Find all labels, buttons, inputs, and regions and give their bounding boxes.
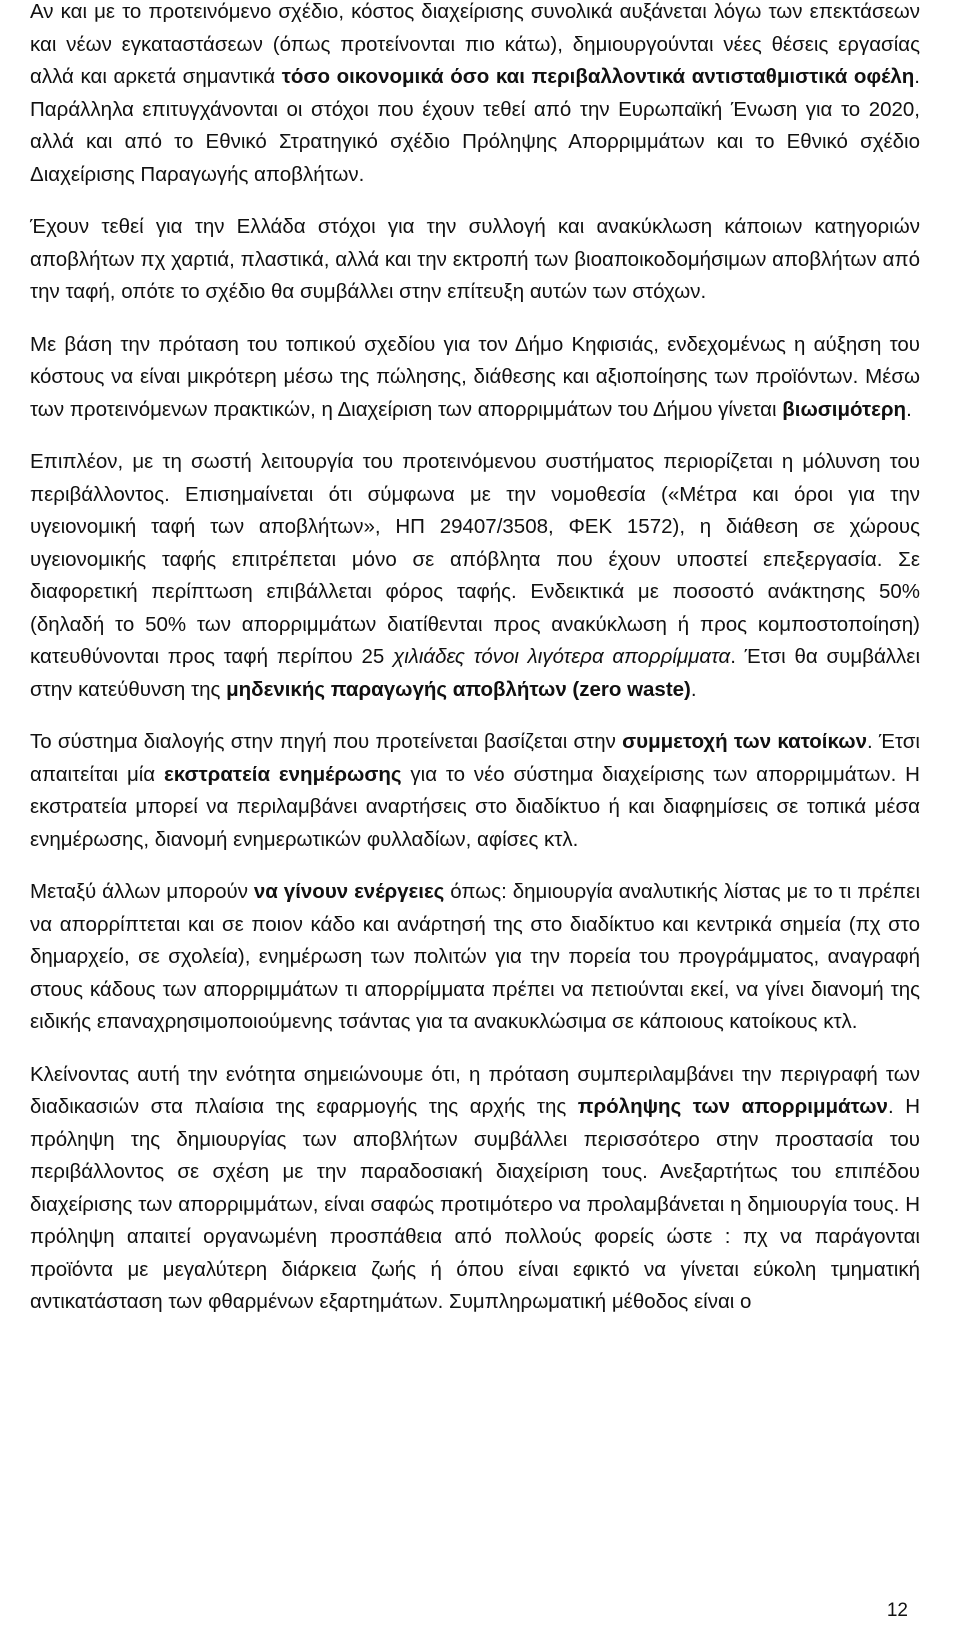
paragraph <box>30 1059 920 1319</box>
text-segment: . Έτσι απαιτείται μία <box>30 730 920 786</box>
text-segment: . Η πρόληψη της δημιουργίας των αποβλήτων συμβάλλει περισσότερο στην προστασία του περιβάλλοντος σε σχέση με την παραδοσιακή διαχείριση τους. Ανεξαρτήτως του επιπέδου διαχείρισης των απορριμμάτων, είναι σαφώς προτιμότερο να προλαμβάνεται η δημιουργία τους. Η πρόληψη απαιτεί οργανωμένη προσπάθεια από πολλούς φορείς ώστε : πχ να παράγονται προϊόντα με μεγαλύτερη διάρκεια ζωής ή όπου είναι εφικτό να γίνεται εύκολη τμηματική αντικατάσταση των φθαρμένων εξαρτημάτων. Συμπληρωματική μέθοδος είναι ο <box>30 1095 920 1313</box>
text-segment: Επιπλέον, με τη σωστή λειτουργία του προτεινόμενου συστήματος περιορίζεται η μόλυνση του περιβάλλοντος. Επισημαίνεται ότι σύμφωνα με την νομοθεσία («Μέτρα και όροι για την υγειονομική ταφή των αποβλήτων», ΗΠ 29407/3508, ΦΕΚ 1572), η διάθεση σε χώρους υγειονομικής ταφής επιτρέπεται μόνο σε απόβλητα που έχουν υποστεί επεξεργασία. Σε διαφορετική περίπτωση επιβάλλεται φόρος ταφής. Ενδεικτικά με ποσοστό ανάκτησης 50% (δηλαδή το 50% των απορριμμάτων διατίθενται προς ανακύκλωση ή προς κομποστοποίηση) κατευθύνονται προς ταφή περίπου 25 <box>30 450 920 668</box>
bold-text: μηδενικής παραγωγής αποβλήτων (zero waste) <box>226 677 691 701</box>
paragraph <box>30 211 920 309</box>
text-segment: Κλείνοντας αυτή την ενότητα σημειώνουμε ότι, η πρόταση συμπεριλαμβάνει την περιγραφή των διαδικασιών στα πλαίσια της εφαρμογής της αρχής της <box>30 1062 920 1118</box>
text-segment: Έχουν τεθεί για την Ελλάδα στόχοι για την συλλογή και ανακύκλωση κάποιων κατηγοριών αποβλήτων πχ χαρτιά, πλαστικά, αλλά και την εκτροπή των βιοαποικοδομήσιμων αποβλήτων από την ταφή, οπότε το σχέδιο θα συμβάλλει στην επίτευξη αυτών των στόχων. <box>30 215 920 303</box>
bold-text: εκστρατεία ενημέρωσης <box>163 762 402 786</box>
text-segment: για το νέο σύστημα διαχείρισης των απορριμμάτων. Η εκστρατεία μπορεί να περιλαμβάνει αναρτήσεις στο διαδίκτυο ή και διαφημίσεις σε τοπικά μέσα ενημέρωσης, διανομή ενημερωτικών φυλλαδίων, αφίσες κτλ. <box>30 762 920 851</box>
paragraph <box>30 329 920 427</box>
text-segment: Το σύστημα διαλογής στην πηγή που προτείνεται βασίζεται στην <box>30 730 623 753</box>
italic-text: χιλιάδες τόνοι λιγότερα απορρίμματα <box>393 645 731 668</box>
bold-text: πρόληψης των απορριμμάτων <box>577 1095 888 1118</box>
text-segment: Με βάση την πρόταση του τοπικού σχεδίου για τον Δήμο Κηφισιάς, ενδεχομένως η αύξηση του κόστους να είναι μικρότερη μέσω της πώλησης, διάθεσης και αξιοποίησης των προϊόντων. Μέσω των προτεινόμενων πρακτικών, η Διαχείριση των απορριμμάτων του Δήμου γίνεται <box>30 332 920 421</box>
paragraph <box>30 726 920 856</box>
bold-text: βιωσιμότερη <box>782 397 907 421</box>
bold-text: συμμετοχή των κατοίκων <box>622 730 867 753</box>
document-page <box>30 0 920 1319</box>
page-number: 12 <box>886 1600 908 1621</box>
text-segment: . <box>906 397 912 421</box>
text-segment: Μεταξύ άλλων μπορούν <box>30 880 254 903</box>
paragraph <box>30 0 920 191</box>
paragraph <box>30 876 920 1039</box>
text-segment: όπως: δημιουργία αναλυτικής λίστας με το τι πρέπει να απορρίπτεται και σε ποιον κάδο και ανάρτησή της στο διαδίκτυο και κεντρικά σημεία (πχ στο δημαρχείο, σε σχολεία), ενημέρωση των πολιτών για την πορεία του προγράμματος, αναγραφή στους κάδους των απορριμμάτων τι απορρίμματα πρέπει να πετιούνται εκεί, να γίνει διανομή της ειδικής επαναχρησιμοποιούμενης τσάντας για τα ανακυκλώσιμα σε κάποιους κατοίκους κτλ. <box>30 880 920 1033</box>
text-segment: . Παράλληλα επιτυγχάνονται οι στόχοι που έχουν τεθεί από την Ευρωπαϊκή Ένωση για το 2020, αλλά και από το Εθνικό Στρατηγικό σχέδιο Πρόληψης Απορριμμάτων και το Εθνικό σχέδιο Διαχείρισης Παραγωγής αποβλήτων. <box>30 65 920 186</box>
text-segment: . <box>690 677 697 701</box>
bold-text: τόσο οικονομικά όσο και περιβαλλοντικά αντισταθμιστικά οφέλη <box>281 65 915 88</box>
paragraph <box>30 446 920 706</box>
text-segment: . Έτσι θα συμβάλλει στην κατεύθυνση της <box>30 645 920 701</box>
bold-text: να γίνουν ενέργειες <box>253 880 445 903</box>
text-segment: Αν και με το προτεινόμενο σχέδιο, κόστος διαχείρισης συνολικά αυξάνεται λόγω των επεκτάσεων και νέων εγκαταστάσεων (όπως προτείνονται πιο κάτω), δημιουργούνται νέες θέσεις εργασίας αλλά και αρκετά σημαντικά <box>30 0 920 88</box>
